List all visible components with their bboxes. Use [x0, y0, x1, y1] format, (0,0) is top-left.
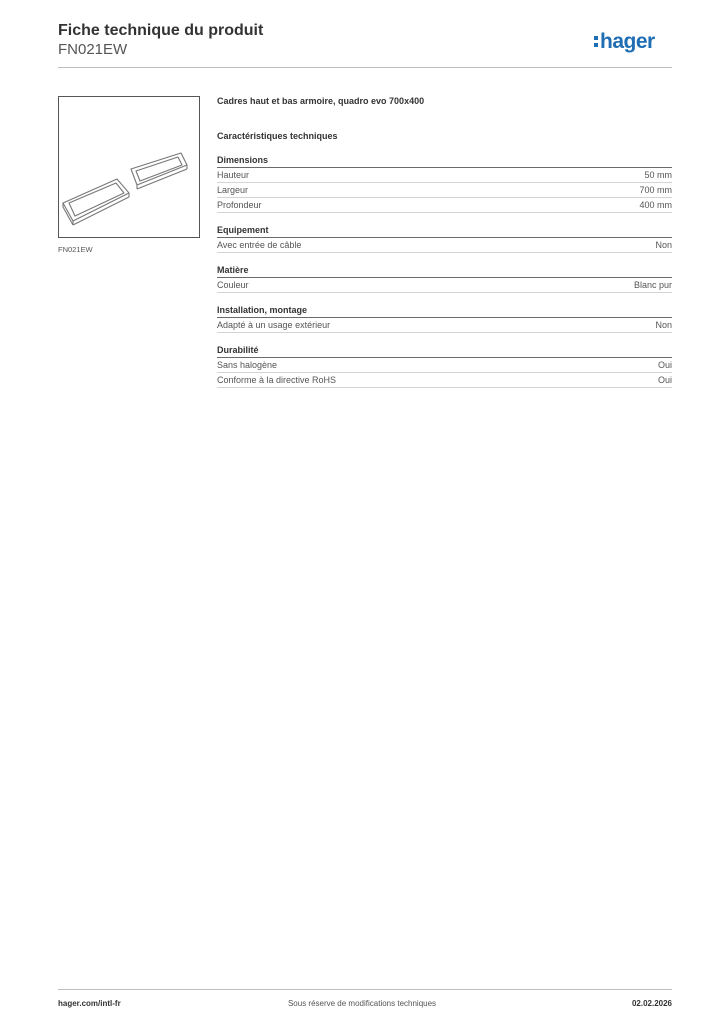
spec-section: [217, 303, 672, 333]
spec-label: Hauteur: [217, 170, 250, 180]
spec-value: Non: [655, 320, 672, 330]
section-title: Durabilité: [217, 343, 672, 358]
section-title: Matière: [217, 263, 672, 278]
footer-notice: Sous réserve de modifications techniques: [287, 999, 437, 1008]
spec-section: [217, 223, 672, 253]
spec-value: Blanc pur: [633, 280, 672, 290]
spec-label: Largeur: [217, 185, 249, 195]
spec-row: [217, 373, 672, 388]
spec-label: Adapté à un usage extérieur: [217, 320, 331, 330]
spec-row: [217, 183, 672, 198]
spec-sections: [217, 153, 672, 388]
footer-divider: [58, 989, 672, 990]
product-reference: FN021EW: [58, 41, 128, 58]
spec-section: [217, 153, 672, 213]
section-title: Installation, montage: [217, 303, 672, 318]
hager-logo: [592, 26, 676, 58]
tech-heading: Caractéristiques techniques: [217, 131, 338, 141]
header-divider: [58, 67, 672, 68]
spec-value: 700 mm: [639, 185, 672, 195]
spec-value: 400 mm: [639, 200, 672, 210]
section-title: Equipement: [217, 223, 672, 238]
spec-label: Sans halogène: [217, 360, 278, 370]
spec-label: Couleur: [217, 280, 249, 290]
product-image: [58, 96, 200, 238]
spec-value: Non: [655, 240, 672, 250]
spec-row: [217, 198, 672, 213]
spec-content: [217, 94, 672, 388]
logo-text: hager: [600, 30, 655, 53]
footer-date: 02.02.2026: [631, 999, 672, 1008]
frame-drawing-icon: [59, 97, 199, 237]
spec-value: 50 mm: [644, 170, 672, 180]
spec-label: Conforme à la directive RoHS: [217, 375, 337, 385]
spec-label: Avec entrée de câble: [217, 240, 302, 250]
spec-row: [217, 358, 672, 373]
spec-value: Oui: [657, 360, 672, 370]
spec-row: [217, 238, 672, 253]
image-caption: FN021EW: [58, 245, 93, 254]
spec-row: [217, 318, 672, 333]
spec-section: [217, 263, 672, 293]
page-title: Fiche technique du produit: [58, 22, 264, 39]
spec-label: Profondeur: [217, 200, 262, 210]
product-name: Cadres haut et bas armoire, quadro evo 700x400: [217, 96, 425, 106]
spec-value: Oui: [657, 375, 672, 385]
footer-website: hager.com/intl-fr: [58, 999, 121, 1008]
section-title: Dimensions: [217, 153, 672, 168]
spec-row: [217, 278, 672, 293]
spec-row: [217, 168, 672, 183]
spec-section: [217, 343, 672, 388]
